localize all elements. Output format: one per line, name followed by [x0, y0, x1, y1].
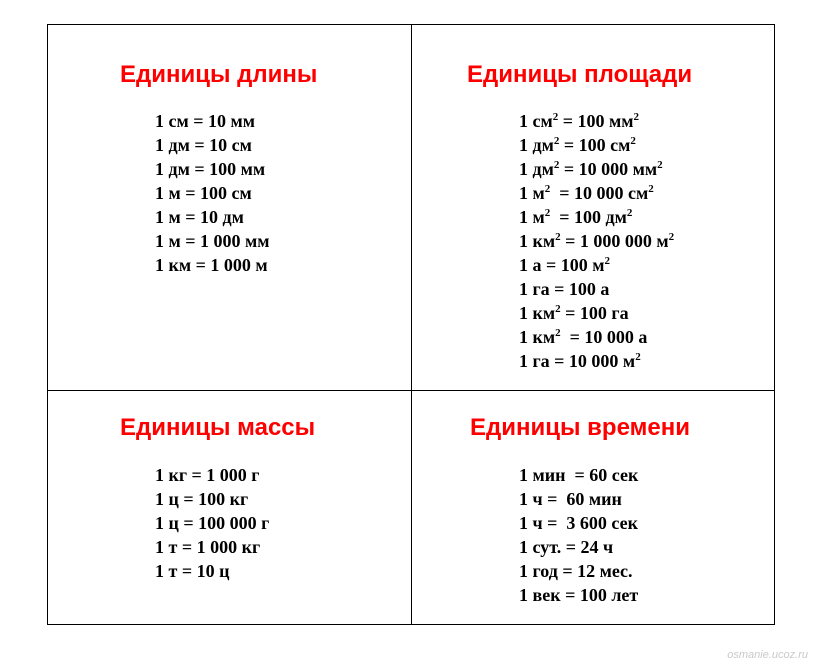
time-title: Единицы времени — [470, 414, 690, 441]
vertical-divider — [411, 25, 412, 624]
conversion-row: 1 ц = 100 кг — [155, 489, 249, 509]
conversion-row: 1 км = 1 000 м — [155, 255, 268, 275]
conversion-row: 1 $дм^2 = 10$ 000 $мм^2$ — [519, 159, 663, 179]
area-rows — [519, 109, 674, 373]
conversion-row: 1 ц = 100 000 г — [155, 513, 270, 533]
conversion-row: 1 м = 1 000 мм — [155, 231, 270, 251]
mass-rows — [155, 463, 269, 583]
conversion-row: 1 $м^2 = 10$ 000 $см^2$ — [519, 183, 654, 203]
conversion-row: 1 $км^2 = 1$ 000 000 $м^2$ — [519, 231, 675, 251]
conversion-row: 1 $км^2 = 100$ га — [519, 303, 629, 323]
conversion-row: 1 а = 100 $м^2$ — [519, 255, 611, 275]
conversion-row: 1 ч = 60 мин — [519, 489, 622, 509]
conversion-row: 1 кг = 1 000 г — [155, 465, 260, 485]
length-title: Единицы длины — [120, 61, 318, 88]
mass-title: Единицы массы — [120, 414, 316, 441]
time-rows — [519, 463, 638, 607]
conversion-row: 1 мин = 60 сек — [519, 465, 639, 485]
length-rows — [155, 109, 270, 277]
conversion-row: 1 м = 100 см — [155, 183, 252, 203]
conversion-row: 1 ч = 3 600 сек — [519, 513, 638, 533]
units-table — [47, 24, 775, 625]
conversion-row: 1 дм = 10 см — [155, 135, 252, 155]
horizontal-divider — [48, 390, 774, 391]
area-title: Единицы площади — [467, 61, 693, 88]
conversion-row: 1 век = 100 лет — [519, 585, 639, 605]
conversion-row: 1 год = 12 мес. — [519, 561, 633, 581]
conversion-row: 1 сут. = 24 ч — [519, 537, 614, 557]
site-watermark: osmanie.ucoz.ru — [727, 649, 808, 661]
conversion-row: 1 $см^2 = 100$ $мм^2$ — [519, 111, 640, 131]
conversion-row: 1 т = 10 ц — [155, 561, 230, 581]
conversion-row: 1 $м^2 = 100$ $дм^2$ — [519, 207, 633, 227]
conversion-row: 1 т = 1 000 кг — [155, 537, 261, 557]
conversion-row: 1 $км^2 = 10$ 000 а — [519, 327, 648, 347]
conversion-row: 1 м = 10 дм — [155, 207, 244, 227]
conversion-row: 1 $дм^2 = 100$ $см^2$ — [519, 135, 636, 155]
conversion-row: 1 дм = 100 мм — [155, 159, 266, 179]
conversion-row: 1 см = 10 мм — [155, 111, 256, 131]
conversion-row: 1 га = 100 а — [519, 279, 610, 299]
conversion-row: 1 га = 10 000 $м^2$ — [519, 351, 641, 371]
